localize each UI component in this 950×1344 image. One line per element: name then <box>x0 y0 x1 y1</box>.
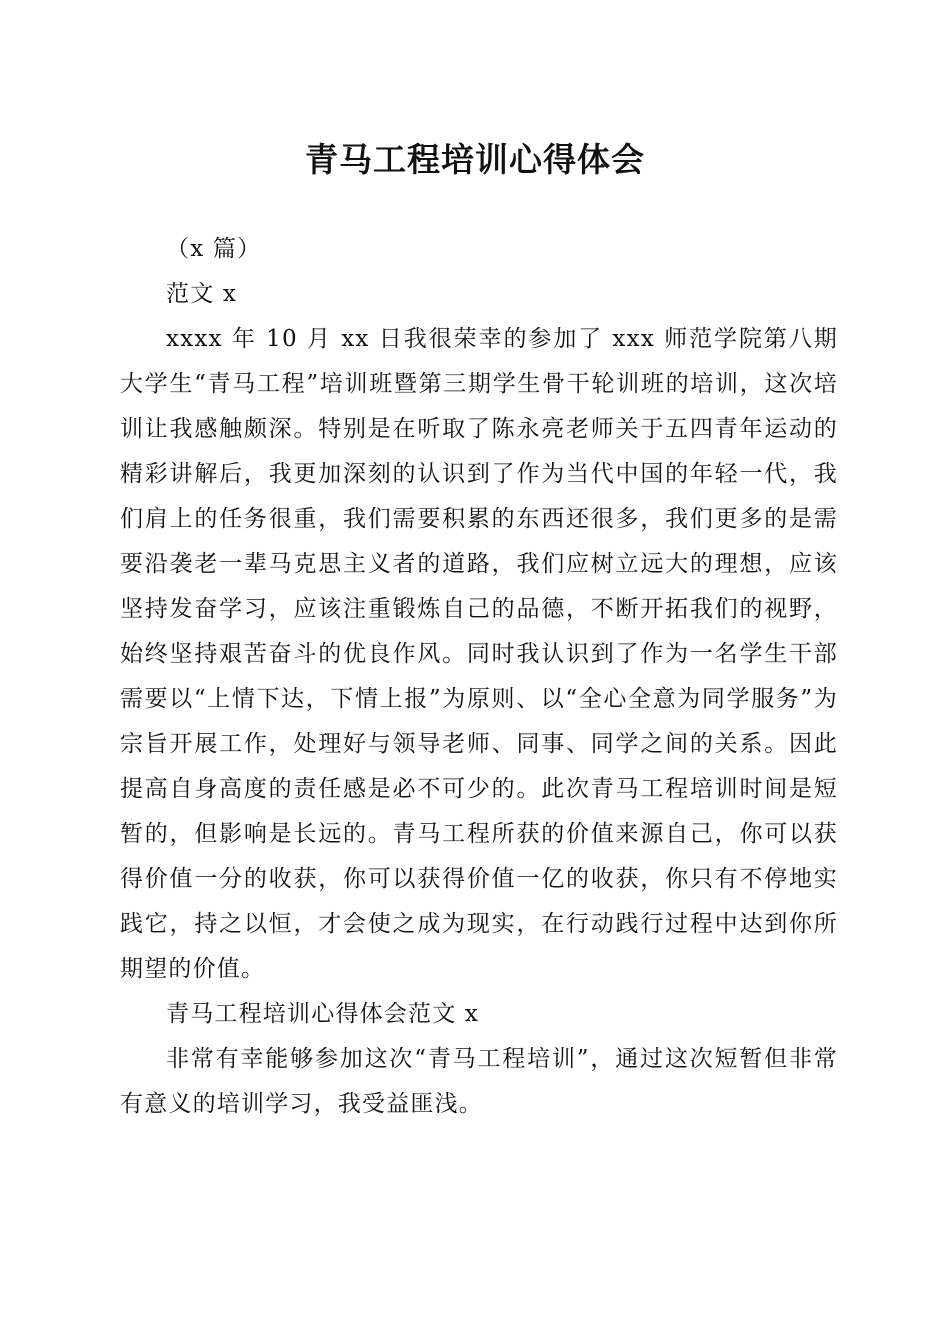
volume-note: （x 篇） <box>166 236 262 262</box>
body-paragraph-1: xxxx 年 10 月 xx 日我很荣幸的参加了 xxx 师范学院第八期大学生“青马工程”培训班暨第三期学生骨干轮训班的培训，这次培训让我感触颇深。特别是在听取了陈永亮老师关于五四青年运动的精彩讲解后，我更加深刻的认识到了作为当代中国的年轻一代，我们肩上的任务很重，我们需要积累的东西还很多，我们更多的是需要沿袭老一辈马克思主义者的道路，我们应树立远大的理想，应该坚持发奋学习，应该注重锻炼自己的品德，不断开拓我们的视野，始终坚持艰苦奋斗的优良作风。同时我认识到了作为一名学生干部需要以“上情下达，下情上报”为原则、以“全心全意为同学服务”为宗旨开展工作，处理好与领导老师、同事、同学之间的关系。因此提高自身高度的责任感是必不可少的。此次青马工程培训时间是短暂的，但影响是长远的。青马工程所获的价值来源自己，你可以获得价值一分的收获，你可以获得价值一亿的收获，你只有不停地实践它，持之以恒，才会使之成为现实，在行动践行过程中达到你所期望的价值。 <box>120 326 838 982</box>
body-paragraph-2: 非常有幸能够参加这次“青马工程培训”，通过这次短暂但非常有意义的培训学习，我受益匪浅。 <box>120 1046 838 1117</box>
sample-heading-1: 范文 x <box>166 281 238 307</box>
sample-heading-2: 青马工程培训心得体会范文 x <box>166 1001 480 1027</box>
document-body <box>120 227 838 1127</box>
document-title: 青马工程培训心得体会 <box>305 140 645 179</box>
